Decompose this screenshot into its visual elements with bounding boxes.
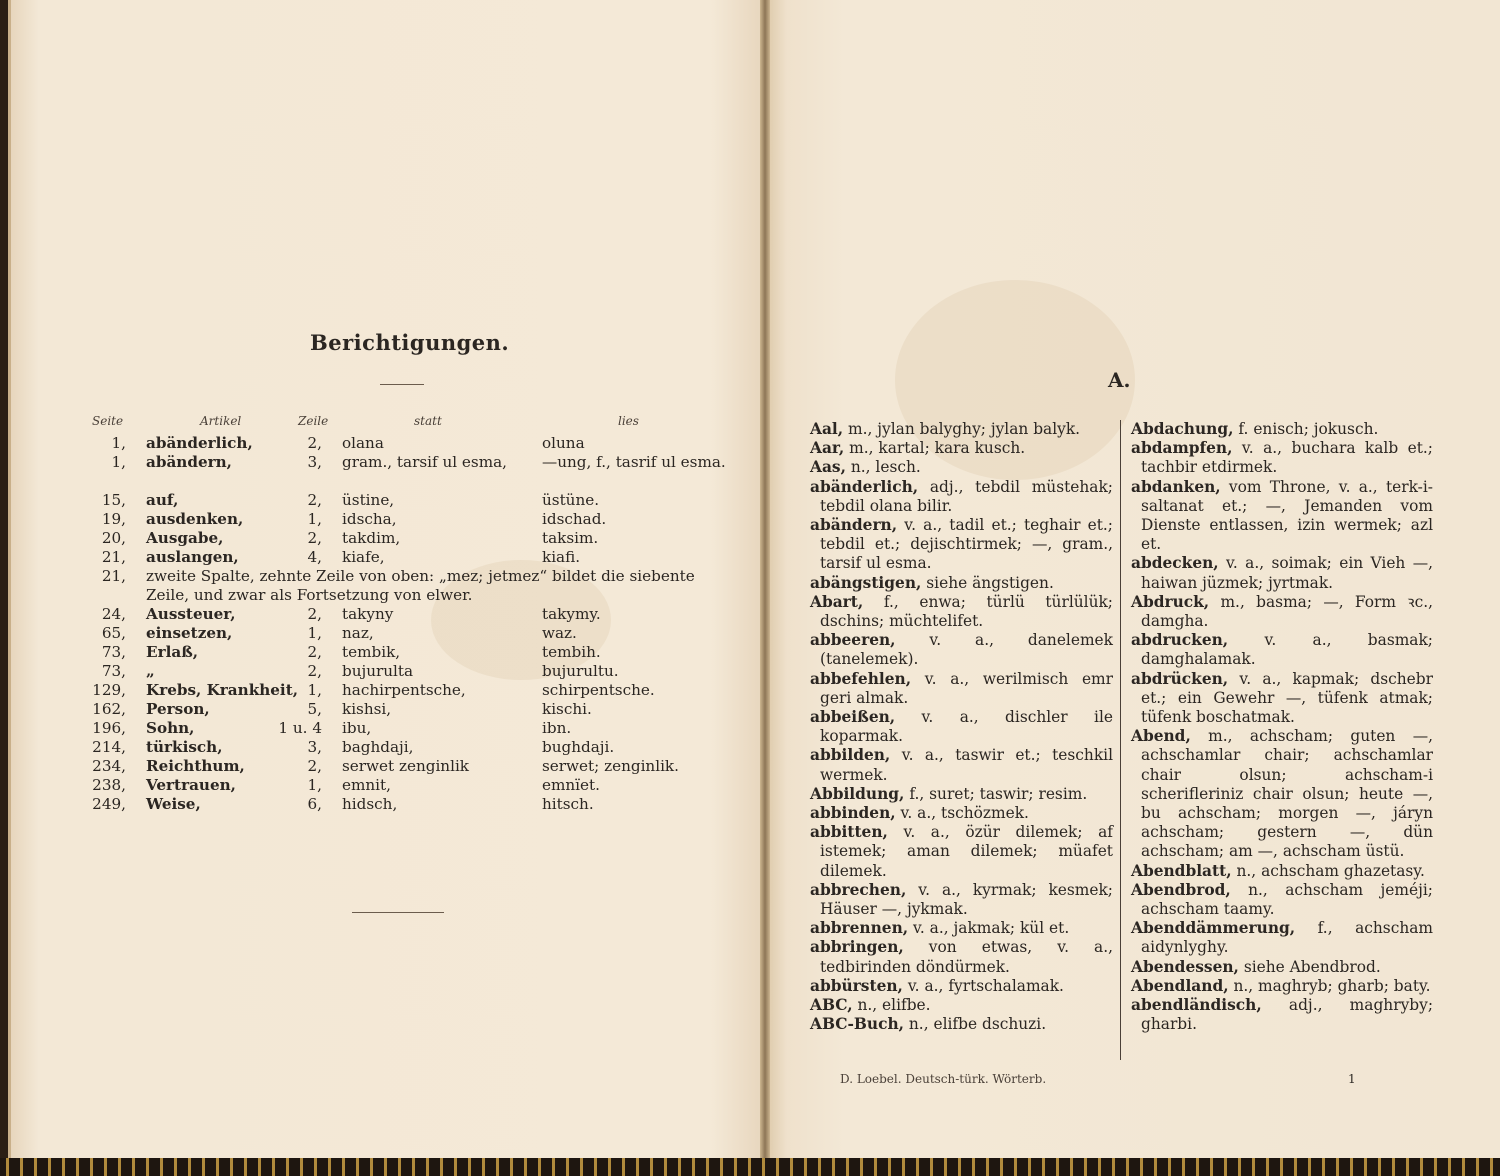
entry-definition: m., kartal; kara kusch. (844, 439, 1026, 458)
entry-definition: v. a., soimak; ein Vieh —, haiwan jüzmek; jyrtmak. (1141, 554, 1433, 592)
entry-definition: v. a., özür dilemek; af istemek; aman dilemek; müafet dilemek. (820, 823, 1113, 880)
cell-seite: 249, (92, 795, 126, 813)
dictionary-entry (810, 746, 1113, 784)
cell-zeile: 5, (307, 700, 322, 718)
cell-zeile: 2, (307, 605, 322, 623)
table-row (84, 719, 724, 738)
dictionary-entry (1131, 420, 1433, 439)
cell-zeile: 1, (307, 510, 322, 528)
entry-definition: siehe ängstigen. (921, 573, 1054, 592)
table-row (84, 605, 724, 624)
cell-zeile: 2, (307, 757, 322, 775)
dictionary-entry (1131, 554, 1433, 592)
cell-seite: 214, (92, 738, 126, 756)
cell-lies: hitsch. (542, 795, 594, 813)
table-row (84, 662, 724, 681)
entry-definition: f. enisch; jokusch. (1233, 420, 1379, 438)
table-row (84, 491, 724, 510)
dictionary-entry (810, 670, 1113, 708)
cell-seite: 21, (101, 567, 126, 585)
cell-zeile: 2, (307, 529, 322, 547)
entry-headword: abdanken, (1131, 477, 1221, 496)
entry-definition: v. a., werilmisch emr geri almak. (820, 669, 1113, 707)
header-statt: statt (414, 414, 442, 428)
entry-definition: v. a., dischler ile koparmak. (820, 708, 1113, 746)
dictionary-entry (810, 938, 1113, 976)
cell-zeile: 1 u. 4 (278, 719, 322, 737)
entry-headword: Abart, (810, 592, 864, 611)
table-row (84, 434, 724, 453)
entry-headword: ABC, (810, 996, 853, 1015)
table-row (84, 453, 724, 491)
cell-artikel: Vertrauen, (146, 776, 236, 794)
cell-statt: olana (342, 434, 384, 452)
table-row (84, 510, 724, 529)
header-artikel: Artikel (200, 414, 242, 428)
entry-headword: Abdruck, (1131, 592, 1210, 611)
cell-artikel: auf, (146, 491, 179, 509)
dictionary-entry (810, 1015, 1113, 1034)
cell-seite: 1, (111, 453, 126, 471)
cell-artikel: Krebs, Krankheit, (146, 681, 298, 699)
cell-statt: naz, (342, 624, 374, 642)
dictionary-entry (810, 574, 1113, 593)
corrections-table (84, 434, 724, 814)
entry-definition: v. a., tadil et.; teghair et.; tebdil et.; dejischtirmek; —, gram., tarsif ul esma. (820, 516, 1113, 573)
cell-zeile: 1, (307, 776, 322, 794)
entry-definition: v. a., jakmak; kül et. (908, 919, 1070, 938)
cell-artikel: abändern, (146, 453, 232, 471)
cell-seite: 1, (111, 434, 126, 452)
cell-lies: bughdaji. (542, 738, 615, 756)
cell-zeile: 2, (307, 434, 322, 452)
dictionary-entry (1131, 593, 1433, 631)
dictionary-column-1 (810, 420, 1113, 1035)
dictionary-entry (1131, 881, 1433, 919)
entry-definition: n., elifbe. (852, 996, 931, 1015)
entry-definition: v. a., danelemek (tanelemek). (820, 631, 1113, 669)
entry-headword: abdrucken, (1131, 631, 1229, 650)
cell-seite: 65, (101, 624, 126, 642)
dictionary-entry (1131, 439, 1433, 477)
cell-zeile: 2, (307, 662, 322, 680)
cell-lies: taksim. (542, 529, 599, 547)
dictionary-entry (810, 458, 1113, 477)
cell-seite: 20, (101, 529, 126, 547)
dictionary-entry (810, 478, 1113, 516)
cell-statt: takyny (342, 605, 394, 623)
page-title: Berichtigungen. (310, 330, 510, 355)
header-seite: Seite (92, 414, 124, 428)
dictionary-entry (1131, 670, 1433, 728)
footer-signature: D. Loebel. Deutsch-türk. Wörterb. (840, 1072, 1047, 1086)
entry-definition: v. a., kapmak; dschebr et.; ein Gewehr —, tüfenk atmak; tüfenk boschatmak. (1141, 669, 1433, 727)
cell-statt: serwet zenginlik (342, 757, 470, 775)
cell-artikel: abänderlich, (146, 434, 253, 452)
dictionary-column-2 (1131, 420, 1433, 1035)
entry-definition: v. a., tschözmek. (895, 804, 1029, 823)
cell-seite: 73, (101, 662, 126, 680)
entry-definition: vom Throne, v. a., terk-i-saltanat et.; —, Jemanden vom Dienste entlassen, izin wermek; azl et. (1141, 477, 1433, 554)
dictionary-entry (810, 919, 1113, 938)
table-row (84, 624, 724, 643)
cell-statt: gram., tarsif ul esma, (342, 453, 507, 471)
dictionary-entry (810, 804, 1113, 823)
entry-headword: abdecken, (1131, 554, 1219, 573)
table-row (84, 643, 724, 662)
entry-headword: abendländisch, (1131, 996, 1262, 1015)
cell-lies: üstüne. (542, 491, 600, 509)
cell-artikel: türkisch, (146, 738, 223, 756)
title-rule (380, 384, 424, 385)
entry-definition: siehe Abendbrod. (1238, 957, 1381, 976)
entry-headword: abdampfen, (1131, 439, 1233, 458)
cell-lies: schirpentsche. (542, 681, 655, 699)
dictionary-entry (810, 823, 1113, 881)
cell-lies: tembih. (542, 643, 601, 661)
cell-artikel: Erlaß, (146, 643, 199, 661)
table-row (84, 681, 724, 700)
cell-zeile: 6, (307, 795, 322, 813)
entry-headword: abängstigen, (810, 573, 922, 592)
entry-headword: abbilden, (810, 746, 891, 765)
cell-lies: emnïet. (542, 776, 600, 794)
cell-seite: 234, (92, 757, 126, 775)
entry-definition: n., achscham ghazetasy. (1231, 861, 1425, 880)
dictionary-entry (1131, 996, 1433, 1034)
entry-definition: f., enwa; türlü türlülük; dschins; müchtelifet. (820, 592, 1113, 631)
cell-statt: ibu, (342, 719, 372, 737)
cell-seite: 238, (92, 776, 126, 794)
cell-zeile: 2, (307, 491, 322, 509)
cell-note: zweite Spalte, zehnte Zeile von oben: „mez; jetmez“ bildet die siebente Zeile, und zwar als Fortsetzung von elwer. (146, 567, 695, 604)
cell-statt: kiafe, (342, 548, 385, 566)
cell-seite: 15, (101, 491, 126, 509)
cell-statt: hidsch, (342, 795, 398, 813)
table-row (84, 567, 724, 605)
entry-headword: abdrücken, (1131, 669, 1229, 688)
table-row (84, 548, 724, 567)
entry-headword: Abenddämmerung, (1131, 919, 1296, 938)
entry-definition: m., achscham; guten —, achschamlar chair; achschamlar chair olsun; achscham-i scherifleriniz chair olsun; heute —, bu achscham; morgen —, járyn achscham; gestern —, dün achscham; am —, achscham üstü. (1141, 727, 1433, 861)
header-lies: lies (618, 414, 639, 428)
cell-artikel: Ausgabe, (146, 529, 224, 547)
entry-definition: n., lesch. (845, 458, 921, 477)
cell-lies: oluna (542, 434, 585, 452)
entry-definition: n., elifbe dschuzi. (904, 1015, 1047, 1034)
table-row (84, 795, 724, 814)
dictionary-entry (1131, 631, 1433, 669)
dictionary-entry (810, 439, 1113, 458)
entry-headword: abbrennen, (810, 919, 909, 938)
dictionary-entry (810, 631, 1113, 669)
page-number: 1 (1348, 1072, 1356, 1086)
cell-statt: baghdaji, (342, 738, 414, 756)
dictionary-entry (810, 420, 1113, 439)
entry-headword: Abbildung, (810, 784, 905, 803)
book-gutter (760, 0, 770, 1160)
entry-definition: m., jylan balyghy; jylan balyk. (843, 420, 1081, 438)
table-row (84, 776, 724, 795)
cell-statt: takdim, (342, 529, 401, 547)
cell-seite: 73, (101, 643, 126, 661)
cell-statt: idscha, (342, 510, 397, 528)
cell-artikel: Sohn, (146, 719, 195, 737)
dictionary-entry (1131, 958, 1433, 977)
cell-zeile: 3, (307, 453, 322, 471)
cell-artikel: ausdenken, (146, 510, 244, 528)
entry-definition: von etwas, v. a., tedbirinden döndürmek. (820, 938, 1113, 976)
cell-zeile: 4, (307, 548, 322, 566)
entry-definition: v. a., buchara kalb et.; tachbir etdirmek. (1141, 439, 1433, 477)
table-row (84, 757, 724, 776)
dictionary-entry (810, 996, 1113, 1015)
entry-headword: Abdachung, (1131, 420, 1234, 438)
cell-artikel: Weise, (146, 795, 201, 813)
dictionary-entry (810, 977, 1113, 996)
entry-headword: Aas, (810, 458, 846, 477)
cell-lies: kischi. (542, 700, 592, 718)
entry-definition: v. a., basmak; damghalamak. (1141, 631, 1433, 669)
entry-headword: Abend, (1131, 727, 1191, 746)
dictionary-entry (1131, 977, 1433, 996)
entry-definition: f., suret; taswir; resim. (904, 784, 1088, 803)
entry-definition: n., achscham jeméji; achscham taamy. (1141, 880, 1433, 919)
book-edge-trim (0, 1158, 1500, 1176)
cell-seite: 196, (92, 719, 126, 737)
entry-definition: v. a., kyrmak; kesmek; Häuser —, jykmak. (820, 880, 1113, 919)
entry-definition: v. a., fyrtschalamak. (902, 976, 1064, 995)
cell-statt: kishsi, (342, 700, 392, 718)
end-rule (352, 912, 444, 913)
entry-headword: Abendland, (1131, 976, 1229, 995)
entry-headword: abbürsten, (810, 976, 903, 995)
entry-headword: abbitten, (810, 823, 888, 842)
cell-seite: 162, (92, 700, 126, 718)
cell-lies: —ung, f., tasrif ul esma. (542, 453, 726, 471)
cell-lies: serwet; zenginlik. (542, 757, 679, 775)
column-divider (1120, 420, 1121, 1060)
cell-zeile: 2, (307, 643, 322, 661)
table-row (84, 738, 724, 757)
cell-zeile: 1, (307, 681, 322, 699)
dictionary-entry (810, 785, 1113, 804)
entry-headword: abbefehlen, (810, 669, 912, 688)
entry-headword: abbeeren, (810, 631, 896, 650)
cell-seite: 19, (101, 510, 126, 528)
cell-statt: üstine, (342, 491, 395, 509)
cell-artikel: Aussteuer, (146, 605, 236, 623)
cell-statt: emnit, (342, 776, 391, 794)
cell-statt: tembik, (342, 643, 401, 661)
dictionary-entry (1131, 862, 1433, 881)
dictionary-entry (1131, 727, 1433, 861)
dictionary-entry (1131, 919, 1433, 957)
cell-zeile: 3, (307, 738, 322, 756)
cell-artikel: auslangen, (146, 548, 239, 566)
entry-definition: m., basma; —, Form ꝛc., damgha. (1141, 592, 1433, 631)
cell-seite: 24, (101, 605, 126, 623)
entry-definition: adj., tebdil müstehak; tebdil olana bilir. (820, 477, 1113, 515)
header-zeile: Zeile (298, 414, 329, 428)
dictionary-entry (1131, 478, 1433, 555)
entry-headword: abbrechen, (810, 880, 907, 899)
entry-headword: abändern, (810, 516, 898, 535)
entry-headword: Abendessen, (1131, 957, 1239, 976)
table-row (84, 700, 724, 719)
cell-statt: hachirpentsche, (342, 681, 466, 699)
entry-headword: abbringen, (810, 938, 904, 957)
cell-lies: waz. (542, 624, 577, 642)
dictionary-entry (810, 708, 1113, 746)
section-letter: A. (1108, 368, 1131, 392)
entry-headword: Abendbrod, (1131, 880, 1231, 899)
entry-headword: Aar, (810, 439, 845, 458)
cell-artikel: Person, (146, 700, 210, 718)
cell-statt: bujurulta (342, 662, 414, 680)
cell-artikel: „ (146, 662, 155, 680)
cell-artikel: einsetzen, (146, 624, 233, 642)
entry-headword: Abendblatt, (1131, 861, 1232, 880)
cell-lies: bujurultu. (542, 662, 619, 680)
dictionary-entry (810, 593, 1113, 631)
entry-headword: ABC-Buch, (810, 1015, 904, 1034)
cell-lies: idschad. (542, 510, 607, 528)
entry-headword: abbeißen, (810, 708, 896, 727)
entry-headword: abbinden, (810, 804, 896, 823)
cell-artikel: Reichthum, (146, 757, 245, 775)
cell-lies: ibn. (542, 719, 572, 737)
cell-zeile: 1, (307, 624, 322, 642)
cell-seite: 129, (92, 681, 126, 699)
table-row (84, 529, 724, 548)
entry-definition: adj., maghryby; gharbi. (1141, 996, 1433, 1034)
dictionary-entry (810, 881, 1113, 919)
entry-headword: abänderlich, (810, 477, 919, 496)
cell-seite: 21, (101, 548, 126, 566)
cell-lies: takymy. (542, 605, 601, 623)
dictionary-entry (810, 516, 1113, 574)
entry-definition: n., maghryb; gharb; baty. (1228, 976, 1431, 995)
entry-headword: Aal, (810, 420, 844, 438)
cell-lies: kiafi. (542, 548, 581, 566)
entry-definition: v. a., taswir et.; teschkil wermek. (820, 746, 1113, 784)
entry-definition: f., achscham aidynlyghy. (1141, 919, 1433, 957)
